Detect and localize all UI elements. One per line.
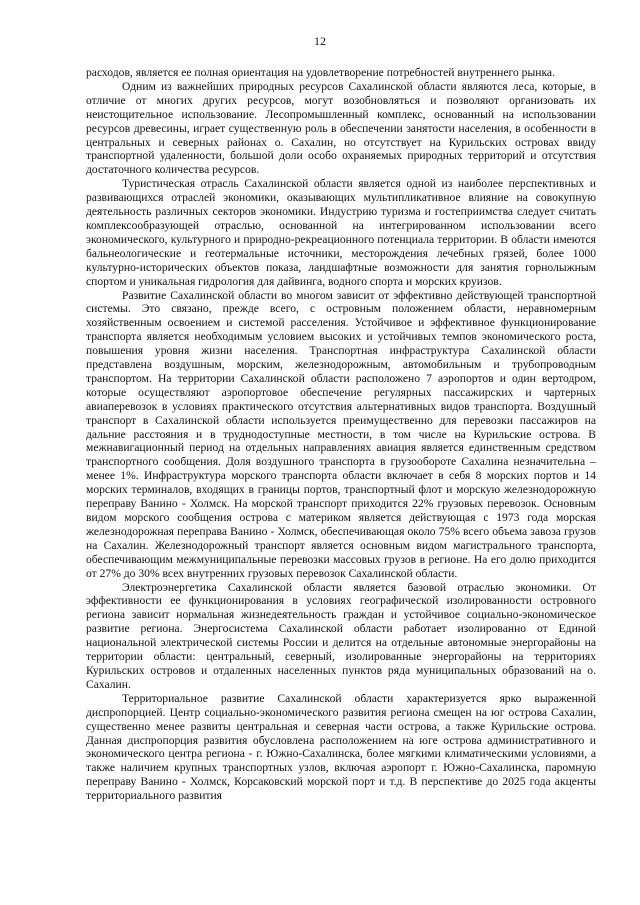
paragraph-continuation: расходов, является ее полная ориентация на удовлетворение потребностей внутреннего рынка.	[86, 66, 555, 79]
paragraph-forest-resources: Одним из важнейших природных ресурсов Сахалинской области являются леса, которые, в отличие от многих других ресурсов, могут возобновляться и позволяют организовать их неистощительное использование. Лесопромышленный комплекс, основанный на использовании ресурсов древесины, играет существенную роль в обеспечении занятости населения, в особенности в центральных и северных районах о. Сахалин, но отсутствует на Курильских островах ввиду транспортной удаленности, большой доли особо охраняемых природных территорий и отсутствия достаточного количества ресурсов.	[86, 79, 596, 177]
page-number: 12	[314, 34, 326, 48]
body-text	[86, 66, 596, 803]
paragraph-transport: Развитие Сахалинской области во многом зависит от эффективно действующей транспортной системы. Это связано, прежде всего, с островным положением области, неравномерным хозяйственным освоением и системой расселения. Устойчивое и эффективное функционирование транспорта является необходимым условием высоких и устойчивых темпов экономического роста, повышения уровня жизни населения. Транспортная инфраструктура Сахалинской области представлена воздушным, морским, железнодорожным, автомобильным и трубопроводным транспортом. На территории Сахалинской области расположено 7 аэропортов и один вертодром, которые осуществляют аэропортовое обеспечение регулярных пассажирских и чартерных авиаперевозок в условиях практического отсутствия альтернативных видов транспорта. Воздушный транспорт в Сахалинской области используется преимущественно для перевозки пассажиров на дальние расстояния и в труднодоступные местности, в том числе на Курильские острова. В межнавигационный период на отдельных направлениях авиация является единственным средством транспортного сообщения. Доля воздушного транспорта в грузообороте Сахалина незначительна – менее 1%. Инфраструктура морского транспорта области включает в себя 8 морских портов и 14 морских терминалов, входящих в границы портов, транспортный флот и морскую железнодорожную переправу Ванино - Холмск. На морской транспорт приходится 22% грузовых перевозок. Основным видом морского сообщения острова с материком является действующая с 1973 года морская железнодорожная переправа Ванино - Холмск, обеспечивающая около 75% всего объема завоза грузов на Сахалин. Железнодорожный транспорт является основным видом магистрального транспорта, обеспечивающим межмуниципальные перевозки массовых грузов в регионе. На его долю приходится от 27% до 30% всех внутренних грузовых перевозок Сахалинской области.	[86, 288, 596, 580]
paragraph-territorial-development: Территориальное развитие Сахалинской области характеризуется ярко выраженной диспропорцией. Центр социально-экономического развития региона смещен на юг острова Сахалин, существенно менее развиты центральная и северная части острова, а также Курильские острова. Данная диспропорция развития обусловлена расположением на юге острова административного и экономического центра региона - г. Южно-Сахалинска, более мягкими климатическими условиями, а также наличием крупных транспортных узлов, включая аэропорт г. Южно-Сахалинска, паромную переправу Ванино - Холмск, Корсаковский морской порт и т.д. В перспективе до 2025 года акценты территориального развития	[86, 691, 596, 803]
paragraph-tourism: Туристическая отрасль Сахалинской области является одной из наиболее перспективных и развивающихся отраслей экономики, оказывающих мультипликативное влияние на совокупную деятельность различных секторов экономики. Индустрию туризма и гостеприимства следует считать комплексообразующей отраслью, основанной на интегрированном использовании всего экономического, культурного и природно-рекреационного потенциала территории. В области имеются бальнеологические и геотермальные источники, месторождения лечебных грязей, более 1000 культурно-исторических объектов показа, ландшафтные возможности для занятия горнолыжным спортом и уникальная гидрология для дайвинга, водного спорта и морских круизов.	[86, 177, 596, 288]
paragraph-energy: Электроэнергетика Сахалинской области является базовой отраслью экономики. От эффективности ее функционирования в условиях географической изолированности островного региона зависит нормальная жизнедеятельность граждан и устойчивое социально-экономическое развитие региона. Энергосистема Сахалинской области работает изолированно от Единой национальной электрической системы России и делится на отдельные автономные энергорайоны на территории области: центральный, северный, изолированные энергорайоны на территориях Курильских островов и отдаленных населенных пунктов ряда муниципальных образований на о. Сахалин.	[86, 580, 596, 691]
